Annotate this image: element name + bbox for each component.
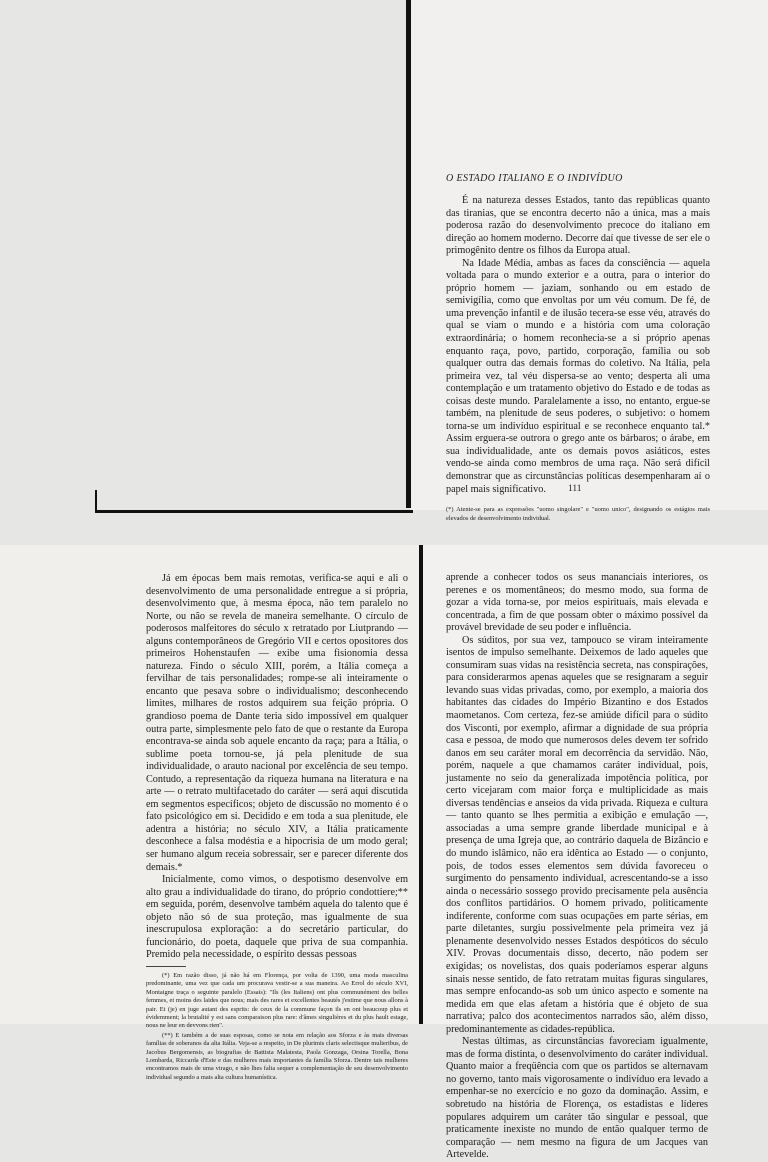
scan-edge-corner (95, 490, 97, 512)
paragraph: Os súditos, por sua vez, tampouco se viram inteiramente isentos de impulso semelhante. Deixemos de lado aqueles que consumiram suas vidas na resistência secreta, nas conspirações, para considerarmos apenas aqueles que se resignaram a seguir levando suas vidas privadas, como, por exemplo, a maioria dos habitantes das cidades do Império Bizantino e dos Estados maometanos. Com certeza, fez-se amiúde difícil para o súdito dos Visconti, por exemplo, afirmar a dignidade de sua própria casa e pessoa, de modo que numerosos deles devem ter sofrido danos em seu caráter moral em decorrência da servidão. Não, porém, naquele a que chamamos caráter individual, pois, justamente no seio da generalizada impotência política, por certo vicejaram com maior força e multiplicidade as mais diversas tendências e anseios da vida privada. Riqueza e cultura — tanto quanto se lhes permitia a exibição e emulação —, associadas a uma sempre grande liberdade municipal e à presença de uma Igreja que, ao contrário daquela de Bizâncio e do mundo islâmico, não era idêntica ao Estado — o conjunto, pois, de todos esses elementos sem dúvida favoreceu o surgimento do pensamento individual, acrescentando-se a isso ainda o necessário sossego provido precisamente pela ausência dos conflitos partidários. O homem privado, politicamente indiferente, conforme com suas ocupações em parte sérias, em parte diletantes, surgiu possivelmente pela primeira vez já plenamente desenvolvido nesses Estados despóticos do século XIV. Provas documentais disso, decerto, não podem ser exigidas; os novelistas, dos quais poderíamos esperar alguns sinais nesse sentido, de fato retratam muitas figuras singulares, mas sempre enfocando-as sob um único aspecto e somente na medida em que elas afetam a história que é objeto de sua narrativa; palco dos acontecimentos narrados são, além disso, predominantemente as cidades-república. (446, 634, 708, 1035)
left-page-text (146, 573, 408, 1083)
footnotes (146, 972, 408, 1082)
chapter-title: O ESTADO ITALIANO E O INDIVÍDUO (446, 173, 623, 184)
page-number: 111 (568, 484, 582, 494)
footnote: (*) Em razão disso, já não há em Florença, por volta de 1390, uma moda masculina predominante, uma vez que cada um procurava vestir-se a sua maneira. Ao Errol do século XVI, Montaigne traça o seguinte paralelo (Essais): "Ils (les Italiens) ont plus communément des belles femmes, et moins des laides que nous; mais des rares et excellentes beautés j'estime que nous allons à pair. Et (je) en juge autant des esprits: de ceux de la commune façon ils en ont beaucoup plus et évidemment; la brutalité y est sans comparaison plus rare: d'âmes singulières et du plus hault estage, nous ne leur en devvons rien". (146, 971, 408, 1030)
top-page-text (446, 195, 710, 523)
paragraph: Já em épocas bem mais remotas, verifica-se aqui e ali o desenvolvimento de uma personalidade entregue a si própria, desenvolvimento que, à mesma época, não tem paralelo no Norte, ou não se revela de maneira semelhante. O círculo de poderosos malfeitores do século x retratado por Liutprando — alguns contemporâneos de Gregório VII e certos opositores dos primeiros Hohenstaufen — exibe uma fisionomia dessa natureza. Findo o século XIII, porém, a Itália começa a fervilhar de tais personalidades; rompe-se ali inteiramente o encanto que pesava sobre o individualismo; desconhecendo limites, milhares de rostos adquirem sua feição própria. O grandioso poema de Dante teria sido impossível em qualquer outra parte, simplesmente pelo fato de que o restante da Europa encontrava-se ainda sob aquele encanto da raça; para a Itália, o sublime poeta tornou-se, já pela plenitude de sua individualidade, o arauto nacional por excelência de seu tempo. Contudo, a representação da riqueza humana na literatura e na arte — o retrato multifacetado do caráter — será aqui discutida em segmentos específicos; objeto de discussão no momento é o fato psicológico em si. Decidido e em toda a sua plenitude, ele adentra a história; no século XIV, a Itália praticamente desconhece a falsa modéstia e a hipocrisia de um modo geral; ser humano algum receia sobressair, ser e parecer diferente dos demais.* (146, 573, 408, 873)
paragraph: aprende a conhecer todos os seus mananciais interiores, os perenes e os momentâneos; do mesmo modo, sua forma de gozar a vida torna-se, por meios espirituais, mais elevada e concentrada, a fim de que possam obter o máximo possível da provável brevidade de seu poder e influência. (446, 572, 708, 634)
paragraph: É na natureza desses Estados, tanto das repúblicas quanto das tiranias, que se encontra decerto não a única, mas a mais poderosa razão do desenvolvimento precoce do italiano em direção ao homem moderno. Decorre daí que tivesse de ser ele o primogênito dentre os filhos da Europa atual. (446, 195, 710, 257)
top-page-gutter-shadow (406, 0, 411, 508)
footnote-separator (146, 966, 186, 967)
paragraph: Nestas últimas, as circunstâncias favoreciam igualmente, mas de forma distinta, o desenvolvimento do caráter individual. Quanto maior a freqüência com que os partidos se alternavam no governo, tanto mais vigorosamente o indivíduo era levado a empenhar-se no exercício e no gozo da dominação. Assim, e sobretudo na história de Florença, os estadistas e líderes populares adquirem um caráter tão singular e pessoal, que praticamente inexiste no mundo de então qualquer termo de comparação — nem mesmo na figura de um Jacques van Artevelde. (446, 1036, 708, 1161)
right-page-text (446, 572, 708, 1162)
paragraph: Inicialmente, como vimos, o despotismo desenvolve em alto grau a individualidade do tirano, do próprio condottiere;** em seguida, porém, desenvolve também aquela do talento que é objeto não só de sua proteção, mas igualmente de sua inescrupulosa exploração: a do secretário particular, do funcionário, do poeta, daquele que priva de sua companhia. Premido pela necessidade, o espírito dessas pessoas (146, 874, 408, 961)
scan-edge-line (95, 510, 413, 513)
paragraph: Na Idade Média, ambas as faces da consciência — aquela voltada para o mundo exterior e a outra, para o interior do próprio homem — jaziam, sonhando ou em estado de semivigília, como que envoltas por um véu comum. De fé, de uma prevenção infantil e de ilusão tecera-se esse véu, através do qual se viam o mundo e a história com uma coloração extraordinária; o homem reconhecia-se a si próprio apenas enquanto raça, povo, partido, corporação, família ou sob qualquer outra das demais formas do coletivo. Na Itália, pela primeira vez, tal véu dispersa-se ao vento; desperta ali uma contemplação e um tratamento objetivo do Estado e de todas as coisas deste mundo. Paralelamente a isso, no entanto, ergue-se também, na plenitude de seus poderes, o subjetivo: o homem torna-se um indivíduo espiritual e se reconhece enquanto tal.* Assim erguera-se outrora o grego ante os bárbaros; o árabe, em sua individualidade, ante os demais povos asiáticos, estes vendo-se ainda como membros de uma raça. Não será difícil demonstrar que as circunstâncias políticas desempenharam aí o papel mais significativo. (446, 257, 710, 495)
footnote: (*) Atente-se para as expressões "uomo singolare" e "uomo unico", designando os estágios mais elevados de desenvolvimento individual. (446, 506, 710, 522)
book-spine-gutter (419, 545, 423, 1024)
footnote: (**) E também a de suas esposas, como se nota em relação aos Sforza e às mais diversas famílias de soberanos da alta Itália. Veja-se a respeito, in De plurimis claris selectisque mulieribus, de Jacobus Bergomensis, as biografias de Battista Malatesta, Paola Gonzaga, Orsina Torella, Bona Lombarda, Riccarda d'Este e das mulheres mais importantes da família Sforza. Dentre tais mulheres encontramos mais de uma virago, e não lhes falta sequer a complementação de seu desenvolvimento individual segundo a mais alta cultura humanística. (146, 1031, 408, 1081)
